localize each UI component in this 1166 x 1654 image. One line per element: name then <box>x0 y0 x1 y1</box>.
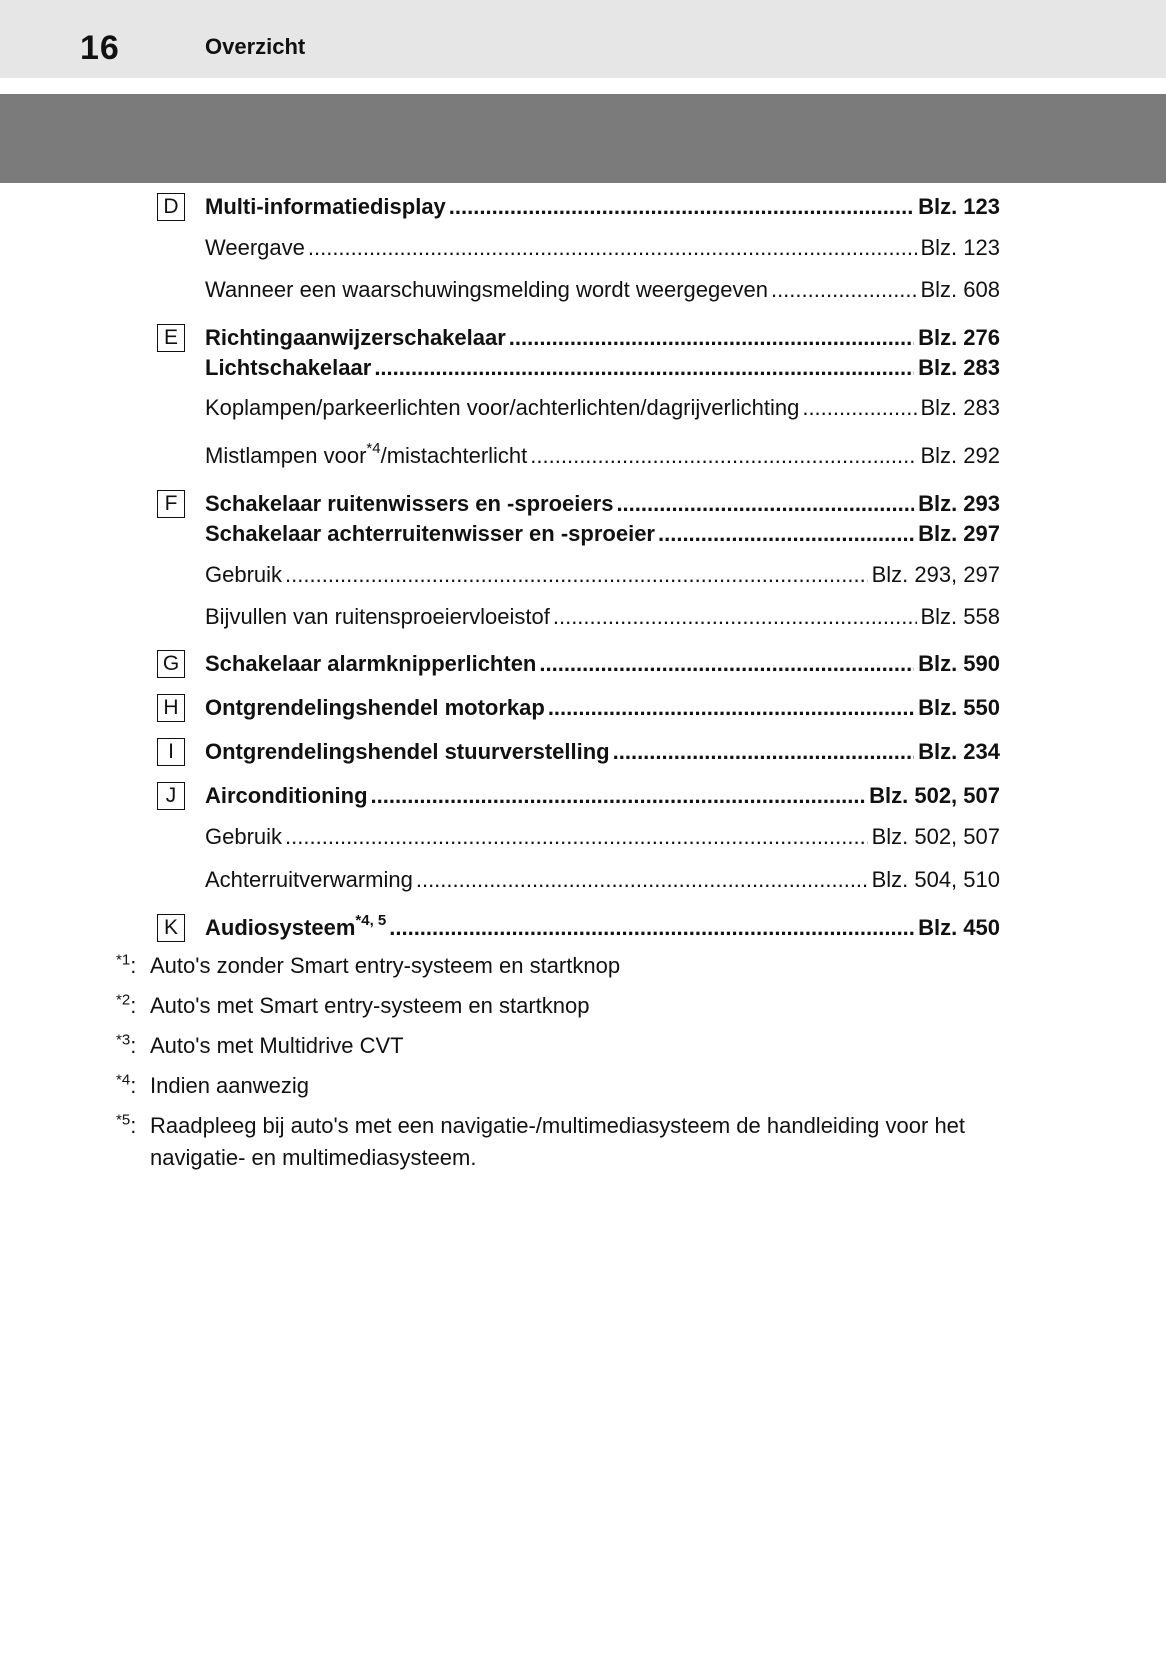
page-reference: Blz. 550 <box>918 695 1000 720</box>
index-entry <box>205 393 1000 423</box>
entry-label: Lichtschakelaar <box>205 355 372 380</box>
page-reference: Blz. 558 <box>920 604 1000 629</box>
letter-box-f: F <box>157 490 185 518</box>
dot-leader <box>449 192 914 222</box>
footnote-text: Auto's met Multidrive CVT <box>150 1033 404 1058</box>
entry-label: Koplampen/parkeerlichten voor/achterlichten/dagrijverlichting <box>205 395 800 420</box>
page-reference: Blz. 123 <box>918 194 1000 219</box>
page-reference: Blz. 234 <box>918 739 1000 764</box>
dot-leader <box>539 649 914 679</box>
footnote-number: *1 <box>116 951 131 969</box>
entry-label: Ontgrendelingshendel motorkap <box>205 695 545 720</box>
letter-box-e: E <box>157 324 185 352</box>
entry-label <box>205 441 527 471</box>
index-entry <box>205 489 1000 519</box>
footnote <box>116 1030 1046 1062</box>
footnote-text: Auto's zonder Smart entry-systeem en startknop <box>150 953 621 978</box>
page-reference: Blz. 608 <box>920 277 1000 302</box>
footnote-text: Auto's met Smart entry-systeem en startknop <box>150 993 590 1018</box>
page-reference: Blz. 590 <box>918 651 1000 676</box>
letter-box-g: G <box>157 650 185 678</box>
dot-leader <box>613 737 914 767</box>
entry-label: Achterruitverwarming <box>205 867 413 892</box>
index-entry <box>205 192 1000 222</box>
letter-box-j: J <box>157 782 185 810</box>
entry-label-part: /mistachterlicht <box>380 443 528 468</box>
page-reference: Blz. 502, 507 <box>869 783 1000 808</box>
page-reference: Blz. 297 <box>918 521 1000 546</box>
entry-label: Schakelaar ruitenwissers en -sproeiers <box>205 491 614 516</box>
index-entry <box>205 519 1000 549</box>
dot-leader <box>548 693 914 723</box>
index-entry <box>205 602 1000 632</box>
dot-leader <box>374 353 914 383</box>
footnote <box>116 1070 1046 1102</box>
footnote-mark: *4, 5 <box>355 911 387 929</box>
index-entry <box>205 353 1000 383</box>
entry-label: Schakelaar alarmknipperlichten <box>205 651 537 676</box>
footnote <box>116 1110 1046 1174</box>
page-number: 16 <box>80 29 120 67</box>
entry-label <box>205 913 386 943</box>
section-band <box>0 94 1166 183</box>
index-entry <box>205 275 1000 305</box>
entry-label: Gebruik <box>205 824 283 849</box>
footnote-number: *2 <box>116 991 131 1009</box>
page-reference: Blz. 504, 510 <box>871 867 1000 892</box>
index-entry <box>205 822 1000 852</box>
dot-leader <box>285 822 868 852</box>
page-reference: Blz. 123 <box>920 235 1000 260</box>
dot-leader <box>771 275 917 305</box>
dot-leader <box>616 489 914 519</box>
index-entry <box>205 649 1000 679</box>
page-title: Overzicht <box>205 34 306 59</box>
entry-label: Richtingaanwijzerschakelaar <box>205 325 506 350</box>
page-reference: Blz. 276 <box>918 325 1000 350</box>
page-reference: Blz. 292 <box>920 443 1000 468</box>
entry-label: Bijvullen van ruitensproeiervloeistof <box>205 604 550 629</box>
footnote-number: *4 <box>116 1071 131 1089</box>
footnote-marker: $^{*1}$: <box>116 951 137 978</box>
letter-box-h: H <box>157 694 185 722</box>
footnote-marker: $^{*4}$: <box>116 1071 137 1098</box>
letter-box-d: D <box>157 193 185 221</box>
footnote-marker: $^{*2}$: <box>116 991 137 1018</box>
entry-label-part: Mistlampen voor <box>205 443 367 468</box>
page-reference: Blz. 293, 297 <box>871 562 1000 587</box>
page-reference: Blz. 283 <box>918 355 1000 380</box>
footnote-marker: $^{*3}$: <box>116 1031 137 1058</box>
dot-leader <box>371 781 866 811</box>
page-reference: Blz. 502, 507 <box>871 824 1000 849</box>
index-entry <box>205 560 1000 590</box>
dot-leader <box>553 602 917 632</box>
entry-label: Multi-informatiedisplay <box>205 194 446 219</box>
index-entry <box>205 781 1000 811</box>
index-entry <box>205 913 1000 943</box>
page-reference: Blz. 283 <box>920 395 1000 420</box>
footnote-mark: *4 <box>366 439 381 457</box>
dot-leader <box>530 441 916 471</box>
dot-leader <box>802 393 916 423</box>
footnote <box>116 990 1046 1022</box>
footnote-number: *5 <box>116 1111 131 1129</box>
entry-label: Weergave <box>205 235 305 260</box>
entry-label: Ontgrendelingshendel stuurverstelling <box>205 739 610 764</box>
dot-leader <box>509 323 914 353</box>
footnote-text: Raadpleeg bij auto's met een navigatie-/multimediasysteem de handleiding voor het navigatie- en multimediasysteem. <box>150 1113 966 1170</box>
dot-leader <box>285 560 868 590</box>
page-header <box>0 0 1166 78</box>
index-entry <box>205 441 1000 471</box>
index-entry <box>205 693 1000 723</box>
dot-leader <box>308 233 917 263</box>
entry-label: Schakelaar achterruitenwisser en -sproeier <box>205 521 655 546</box>
index-entry <box>205 737 1000 767</box>
dot-leader <box>389 913 914 943</box>
dot-leader <box>416 865 868 895</box>
entry-label: Gebruik <box>205 562 283 587</box>
entry-label: Wanneer een waarschuwingsmelding wordt weergegeven <box>205 277 768 302</box>
index-entry <box>205 233 1000 263</box>
index-entry <box>205 865 1000 895</box>
footnote-marker: $^{*5}$: <box>116 1111 137 1138</box>
letter-box-i: I <box>157 738 185 766</box>
entry-label-part: Audiosysteem <box>205 915 356 940</box>
page-reference: Blz. 293 <box>918 491 1000 516</box>
index-entry <box>205 323 1000 353</box>
dot-leader <box>658 519 914 549</box>
entry-label: Airconditioning <box>205 783 368 808</box>
letter-box-k: K <box>157 914 185 942</box>
footnote <box>116 950 1046 982</box>
footnote-text: Indien aanwezig <box>150 1073 310 1098</box>
footnote-number: *3 <box>116 1031 131 1049</box>
page-reference: Blz. 450 <box>918 915 1000 940</box>
